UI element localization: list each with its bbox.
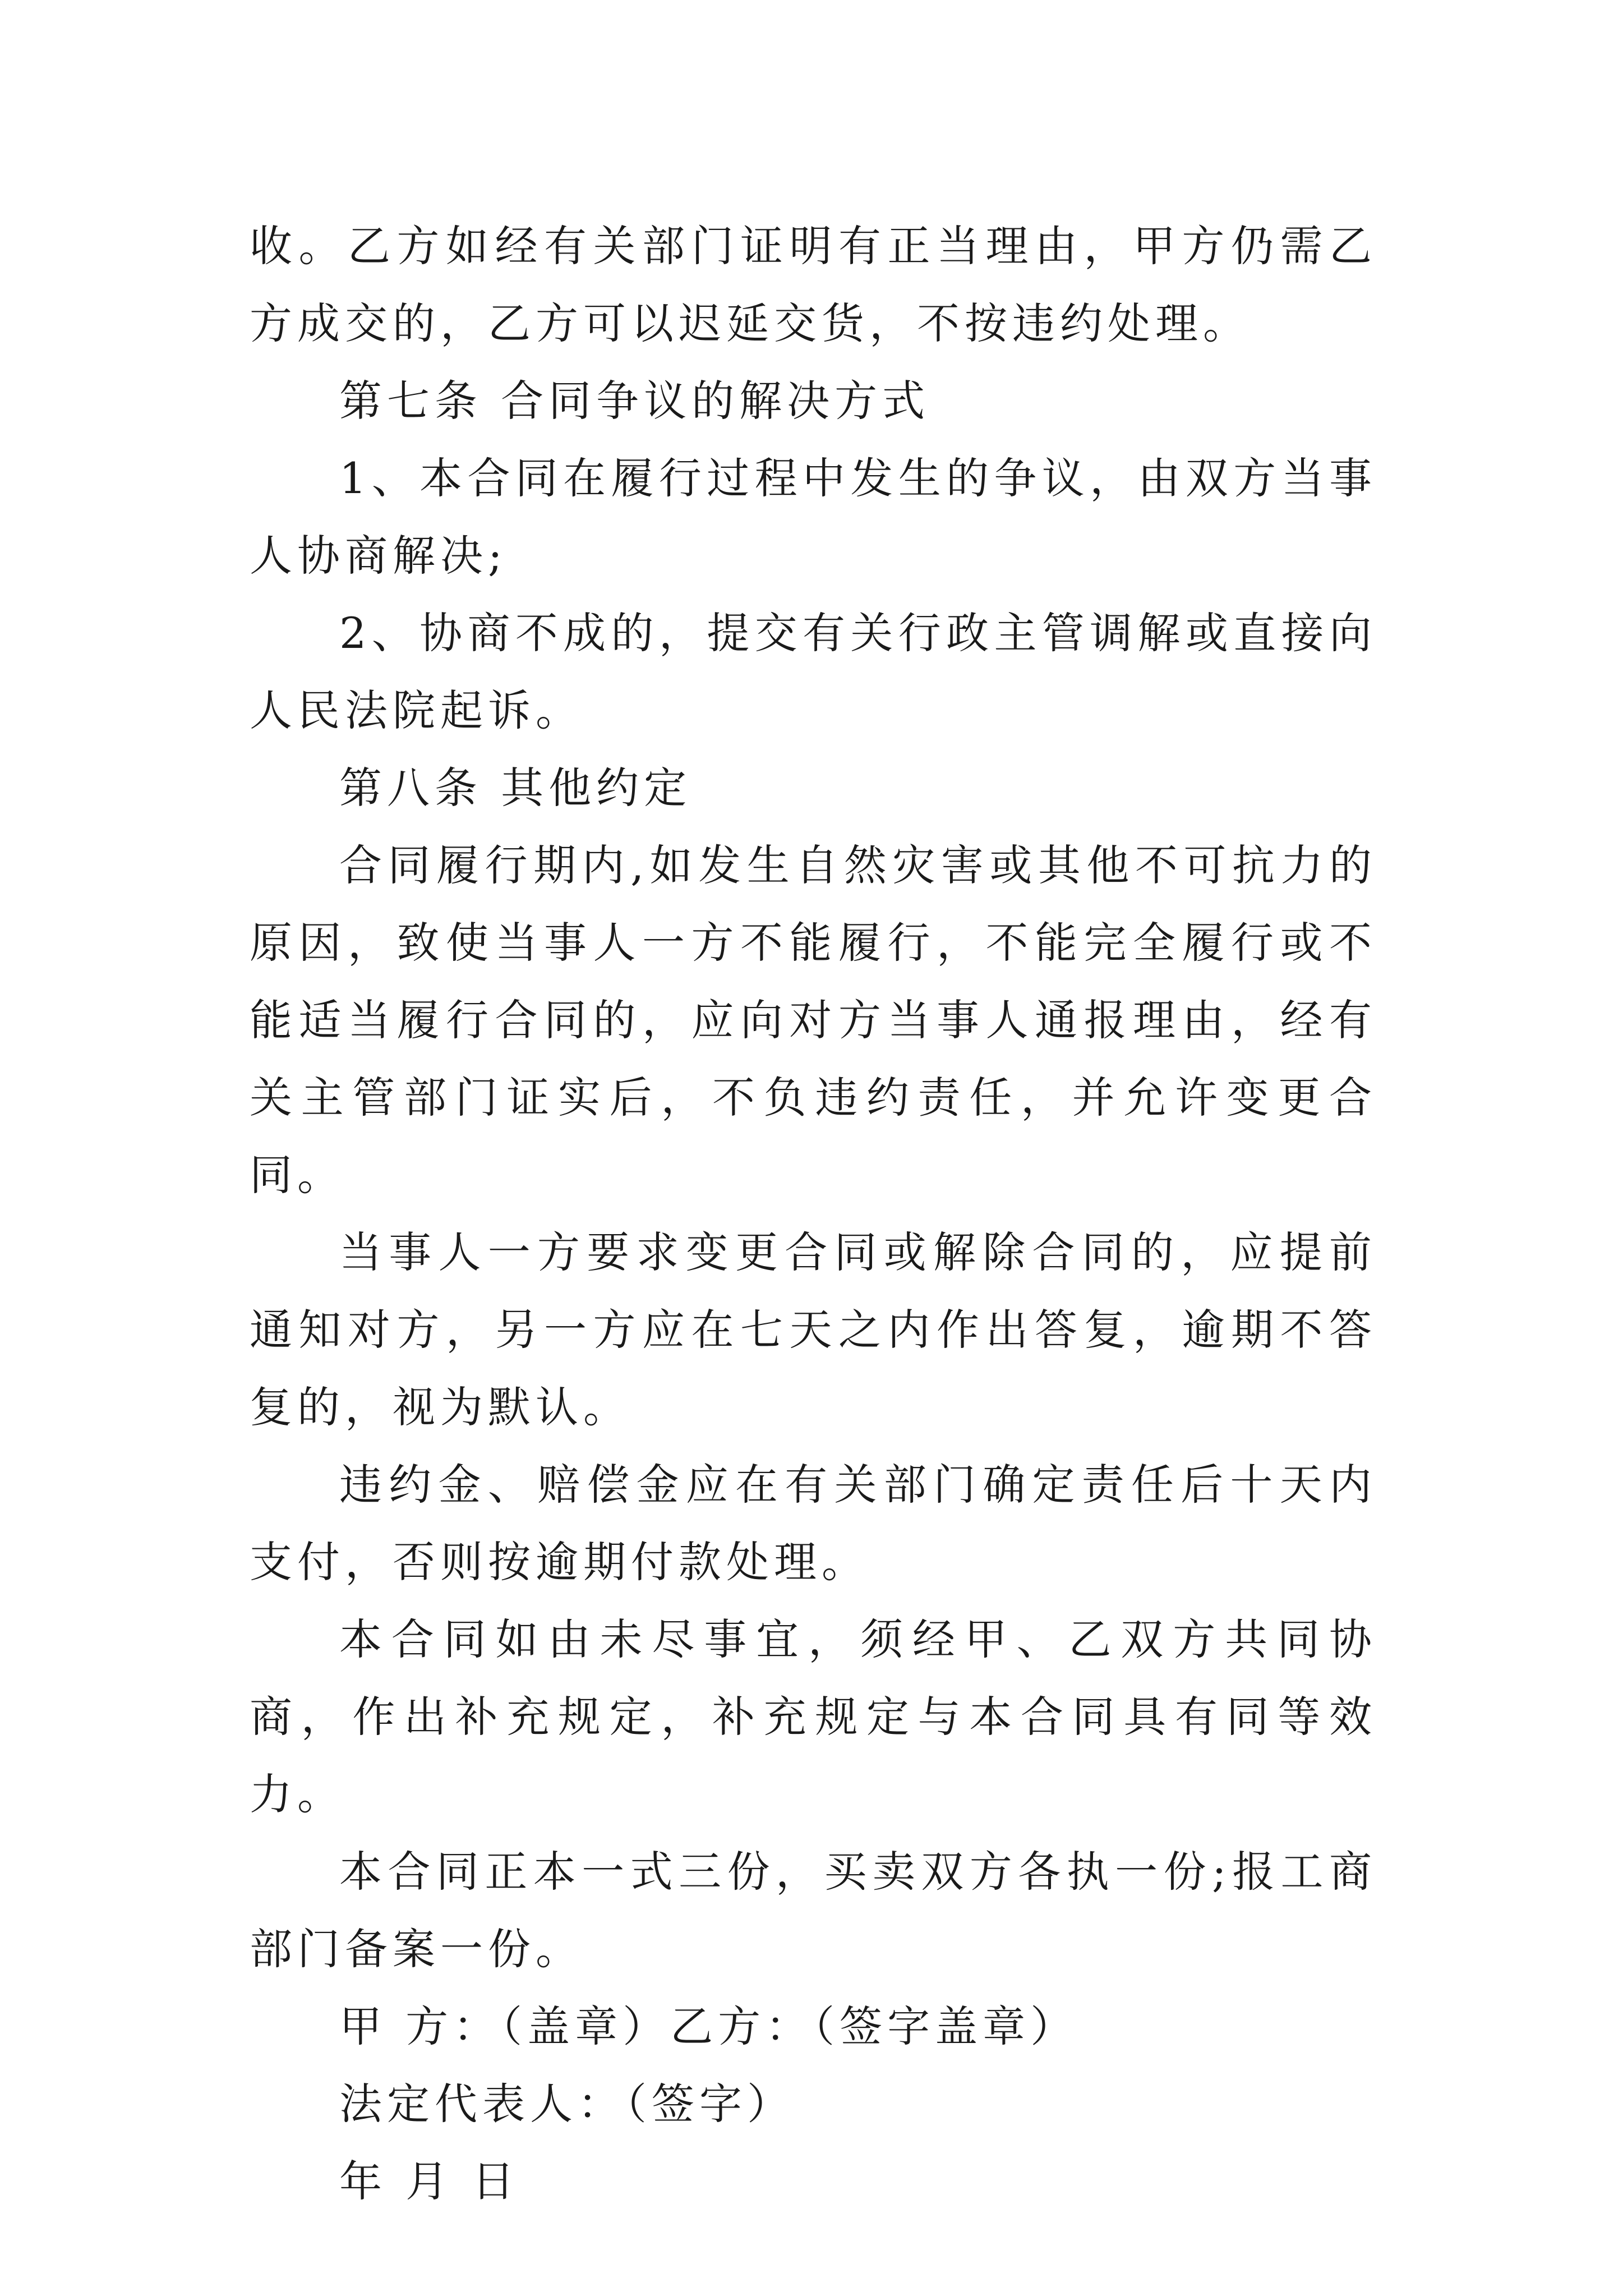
article-8-para-penalty: 违约金、赔偿金应在有关部门确定责任后十天内支付，否则按逾期付款处理。 [250,1460,1377,1587]
signature-block [250,1988,1377,2220]
article-8-para-supplement: 本合同如由未尽事宜，须经甲、乙双方共同协商，作出补充规定，补充规定与本合同具有同等效力。 [250,1614,1377,1819]
article-8-para-force-majeure: 合同履行期内,如发生自然灾害或其他不可抗力的原因，致使当事人一方不能履行，不能完全履行或不能适当履行合同的，应向对方当事人通报理由，经有关主管部门证实后，不负违约责任，并允许变更合同。 [250,840,1377,1200]
signature-parties-line: 甲 方：（盖章）乙方：（签字盖章） [339,2001,1078,2051]
article-8-para-copies: 本合同正本一式三份，买卖双方各执一份;报工商部门备案一份。 [250,1847,1377,1974]
document-body [250,208,1377,2220]
signature-date-line: 年 月 日 [339,2156,520,2206]
paragraph-continuation: 收。乙方如经有关部门证明有正当理由，甲方仍需乙方成交的，乙方可以迟延交货，不按违约处理。 [250,221,1377,348]
article-7-item-2: 2、协商不成的，提交有关行政主管调解或直接向人民法院起诉。 [250,608,1377,735]
article-8-para-change-notice: 当事人一方要求变更合同或解除合同的，应提前通知对方，另一方应在七天之内作出答复，逾期不答复的，视为默认。 [250,1227,1377,1432]
article-8-title: 第八条 其他约定 [339,763,692,813]
signature-representative-line: 法定代表人：（签字） [339,2079,795,2129]
article-7-title: 第七条 合同争议的解决方式 [339,376,930,426]
article-7-item-1: 1、本合同在履行过程中发生的争议，由双方当事人协商解决; [250,453,1377,581]
